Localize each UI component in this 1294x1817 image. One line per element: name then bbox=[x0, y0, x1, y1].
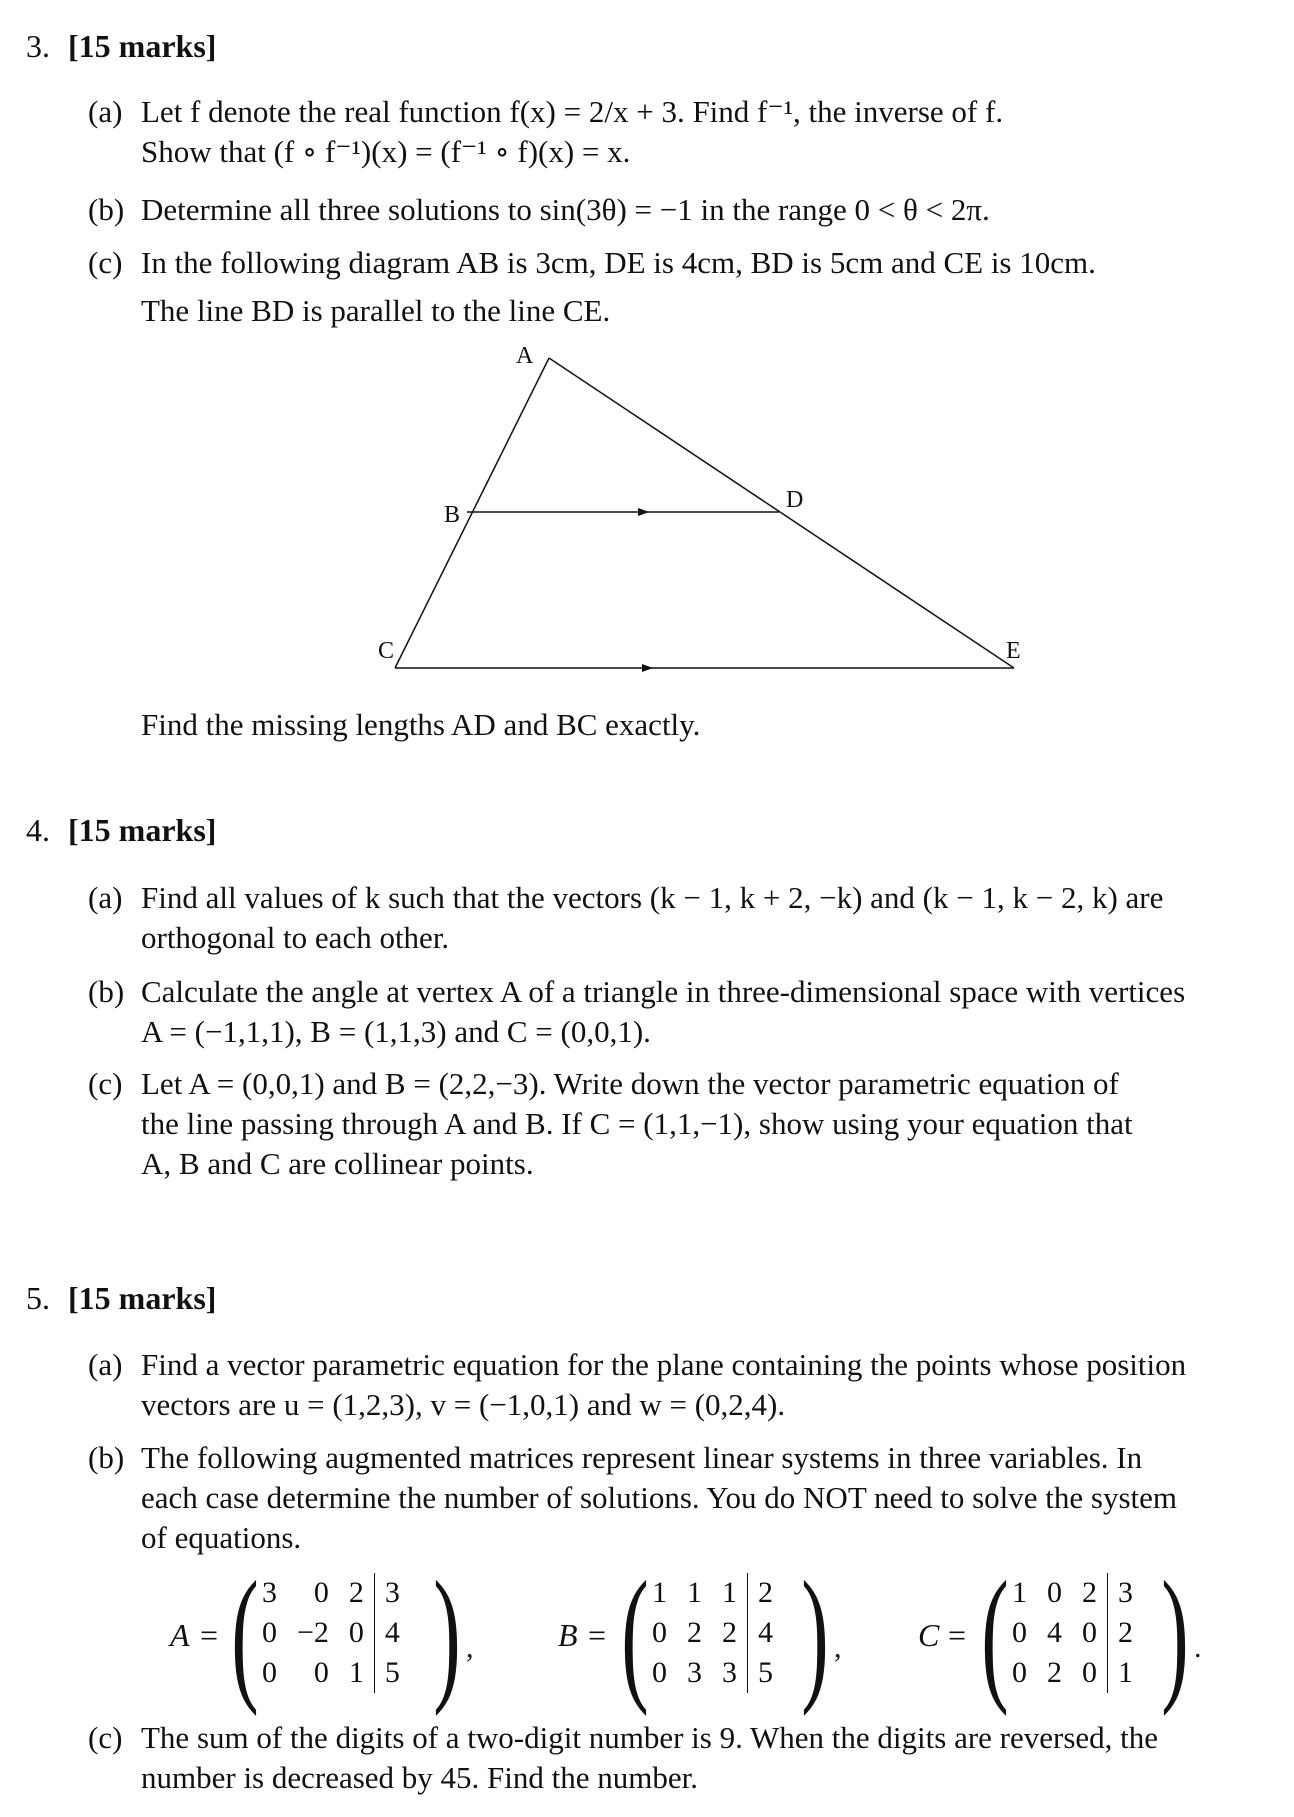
question-number: 3. bbox=[26, 28, 50, 64]
vertex-label-c: C bbox=[378, 638, 395, 664]
cell: 0 bbox=[1047, 1576, 1062, 1609]
cell: 2 bbox=[722, 1616, 737, 1649]
cell: 0 bbox=[1082, 1656, 1097, 1689]
q3-a-line-2: Show that (f ∘ f⁻¹)(x) = (f⁻¹ ∘ f)(x) = x. bbox=[141, 134, 631, 169]
cell: 1 bbox=[652, 1576, 667, 1609]
q5-b-line-3: of equations. bbox=[141, 1520, 302, 1555]
part-label: (a) bbox=[88, 1347, 123, 1382]
q5-part-a bbox=[88, 1345, 1268, 1425]
vertex-label-b: B bbox=[444, 502, 461, 528]
question-marks: [15 marks] bbox=[68, 28, 217, 64]
side-ae bbox=[549, 358, 1014, 668]
q5-c-line-2: number is decreased by 45. Find the number. bbox=[141, 1760, 699, 1795]
q4-c-line-2: the line passing through A and B. If C = (1,1,−1), show using your equation that bbox=[141, 1106, 1133, 1141]
left-paren: ( bbox=[981, 1551, 1009, 1717]
question-number: 4. bbox=[26, 812, 50, 848]
q5-a-line-2: vectors are u = (1,2,3), v = (−1,0,1) and w = (0,2,4). bbox=[141, 1387, 786, 1422]
vertex-label-e: E bbox=[1006, 638, 1021, 664]
matrix-table bbox=[252, 1573, 410, 1693]
matrix-name: A bbox=[170, 1617, 190, 1653]
matrix-separator: , bbox=[466, 1631, 474, 1664]
cell: 2 bbox=[1082, 1576, 1097, 1609]
triangle-diagram bbox=[320, 340, 1040, 685]
cell: −2 bbox=[297, 1616, 329, 1649]
right-paren: ) bbox=[433, 1551, 461, 1717]
augmented-matrices bbox=[160, 1551, 1280, 1717]
question-5-heading bbox=[26, 1280, 216, 1317]
cell: 3 bbox=[1108, 1573, 1144, 1613]
cell: 3 bbox=[374, 1573, 410, 1613]
part-label: (a) bbox=[88, 94, 123, 129]
part-label: (b) bbox=[88, 1440, 125, 1475]
cell: 2 bbox=[348, 1576, 364, 1609]
q5-b-line-2: each case determine the number of solutions. You do NOT need to solve the system bbox=[141, 1480, 1178, 1515]
cell: 0 bbox=[1012, 1616, 1027, 1649]
cell: 5 bbox=[374, 1653, 410, 1693]
q3-part-c-followup bbox=[88, 705, 1268, 745]
part-label: (c) bbox=[88, 1720, 123, 1755]
q4-part-a bbox=[88, 878, 1268, 958]
q4-part-b bbox=[88, 972, 1268, 1052]
cell: 4 bbox=[1047, 1616, 1062, 1649]
parallel-arrow-ce bbox=[642, 664, 653, 672]
part-label: (c) bbox=[88, 1066, 123, 1101]
cell: 2 bbox=[687, 1616, 702, 1649]
part-label: (c) bbox=[88, 245, 123, 280]
cell: 3 bbox=[722, 1656, 737, 1689]
cell: 0 bbox=[1082, 1616, 1097, 1649]
question-marks: [15 marks] bbox=[68, 812, 217, 848]
matrix-name: B bbox=[558, 1617, 578, 1653]
q3-c-line-2: The line BD is parallel to the line CE. bbox=[141, 293, 611, 328]
cell: 1 bbox=[1108, 1653, 1144, 1693]
matrix-equals: = bbox=[948, 1617, 967, 1653]
vertex-label-a: A bbox=[516, 343, 534, 369]
question-4-heading bbox=[26, 812, 216, 849]
matrix-separator: . bbox=[1194, 1631, 1202, 1664]
q4-c-line-1: Let A = (0,0,1) and B = (2,2,−3). Write down the vector parametric equation of bbox=[141, 1066, 1119, 1101]
question-3-heading bbox=[26, 28, 216, 65]
q3-c-line-3: Find the missing lengths AD and BC exactly. bbox=[141, 707, 701, 742]
q4-a-line-2: orthogonal to each other. bbox=[141, 920, 450, 955]
vertex-label-d: D bbox=[786, 487, 804, 513]
cell: 0 bbox=[348, 1616, 364, 1649]
parallel-arrow-bd bbox=[638, 508, 649, 516]
q4-c-line-3: A, B and C are collinear points. bbox=[141, 1146, 534, 1181]
cell: 1 bbox=[348, 1656, 364, 1689]
cell: 0 bbox=[313, 1656, 329, 1689]
q3-a-line-1: Let f denote the real function f(x) = 2/x + 3. Find f⁻¹, the inverse of f. bbox=[141, 94, 1004, 129]
cell: 0 bbox=[652, 1656, 667, 1689]
cell: 3 bbox=[262, 1576, 277, 1609]
matrix-separator: , bbox=[834, 1631, 842, 1664]
matrix-equals: = bbox=[200, 1617, 219, 1653]
q5-c-line-1: The sum of the digits of a two-digit number is 9. When the digits are reversed, the bbox=[141, 1720, 1159, 1755]
cell: 3 bbox=[687, 1656, 702, 1689]
cell: 0 bbox=[262, 1656, 277, 1689]
q3-part-a bbox=[88, 92, 1268, 172]
matrix-table bbox=[1002, 1573, 1143, 1693]
cell: 2 bbox=[748, 1573, 784, 1613]
cell: 1 bbox=[687, 1576, 702, 1609]
cell: 0 bbox=[262, 1616, 277, 1649]
part-label: (a) bbox=[88, 880, 123, 915]
left-paren: ( bbox=[231, 1551, 259, 1717]
part-label: (b) bbox=[88, 974, 125, 1009]
cell: 5 bbox=[748, 1653, 784, 1693]
question-marks: [15 marks] bbox=[68, 1280, 217, 1316]
side-ac bbox=[395, 358, 549, 668]
right-paren: ) bbox=[1161, 1551, 1189, 1717]
q3-part-c bbox=[88, 243, 1268, 331]
q4-part-c bbox=[88, 1064, 1268, 1184]
q5-part-b bbox=[88, 1438, 1268, 1558]
matrix-equals: = bbox=[588, 1617, 607, 1653]
matrix-table bbox=[642, 1573, 783, 1693]
q5-part-c bbox=[88, 1718, 1268, 1798]
question-number: 5. bbox=[26, 1280, 50, 1316]
part-label: (b) bbox=[88, 192, 125, 227]
cell: 0 bbox=[652, 1616, 667, 1649]
cell: 0 bbox=[1012, 1656, 1027, 1689]
cell: 2 bbox=[1047, 1656, 1062, 1689]
cell: 0 bbox=[313, 1576, 329, 1609]
q3-b-line-1: Determine all three solutions to sin(3θ) = −1 in the range 0 < θ < 2π. bbox=[141, 192, 990, 227]
cell: 1 bbox=[722, 1576, 737, 1609]
q3-c-line-1: In the following diagram AB is 3cm, DE is 4cm, BD is 5cm and CE is 10cm. bbox=[141, 245, 1096, 280]
matrix-name: C bbox=[918, 1617, 940, 1653]
q5-b-line-1: The following augmented matrices represent linear systems in three variables. In bbox=[141, 1440, 1143, 1475]
cell: 2 bbox=[1108, 1613, 1144, 1653]
left-paren: ( bbox=[621, 1551, 649, 1717]
q4-a-line-1: Find all values of k such that the vectors (k − 1, k + 2, −k) and (k − 1, k − 2, k) are bbox=[141, 880, 1164, 915]
q3-part-b bbox=[88, 190, 1268, 230]
cell: 1 bbox=[1012, 1576, 1027, 1609]
q4-b-line-2: A = (−1,1,1), B = (1,1,3) and C = (0,0,1). bbox=[141, 1014, 651, 1049]
q4-b-line-1: Calculate the angle at vertex A of a triangle in three-dimensional space with vertices bbox=[141, 974, 1186, 1009]
q5-a-line-1: Find a vector parametric equation for the plane containing the points whose position bbox=[141, 1347, 1187, 1382]
cell: 4 bbox=[748, 1613, 784, 1653]
right-paren: ) bbox=[801, 1551, 829, 1717]
cell: 4 bbox=[374, 1613, 410, 1653]
